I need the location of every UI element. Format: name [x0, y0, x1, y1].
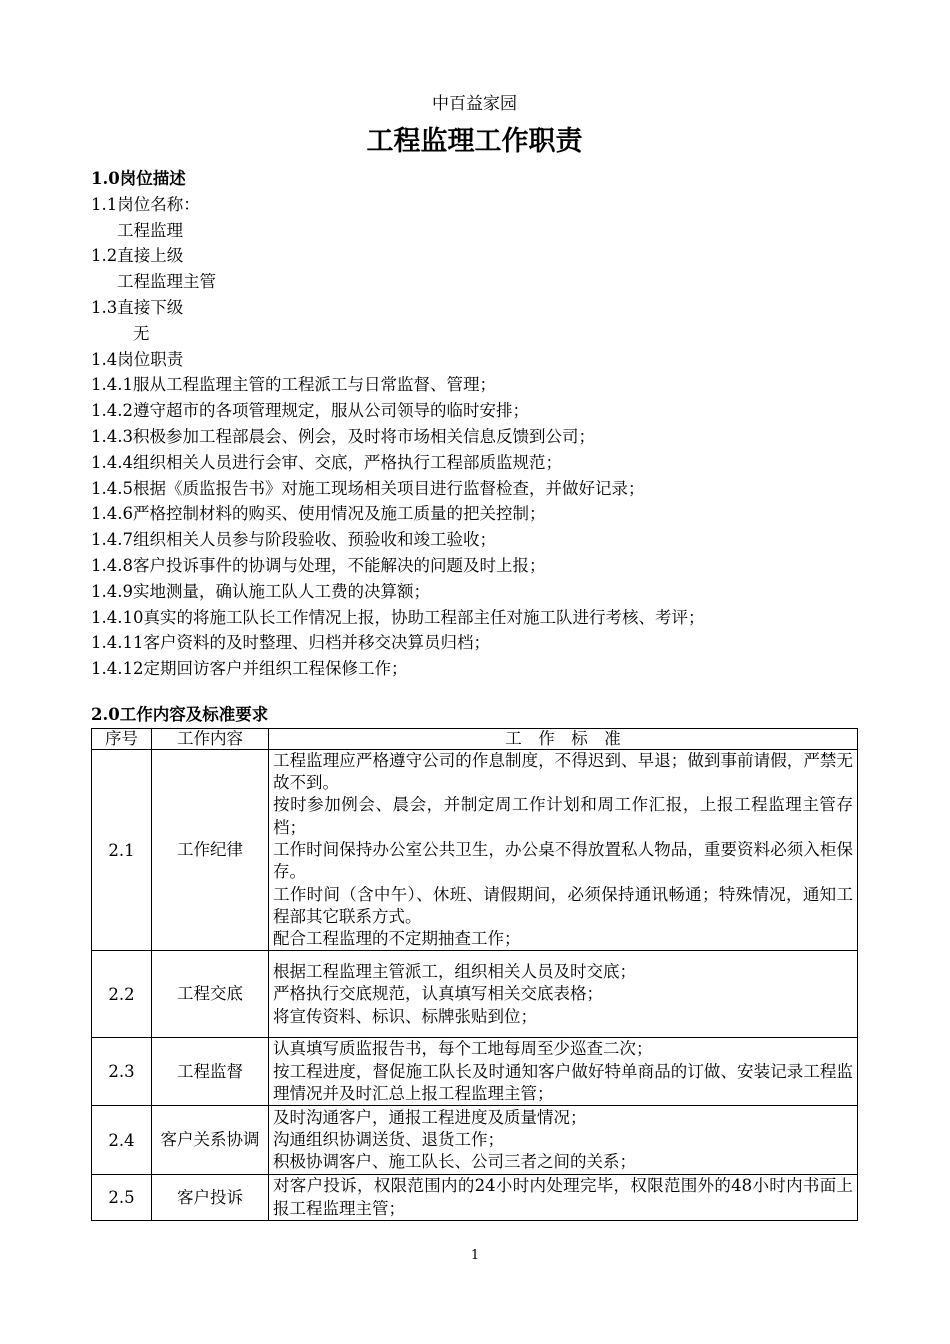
subordinate-label: 1.3直接下级 [91, 297, 184, 317]
standard-line: 对客户投诉，权限范围内的24小时内处理完毕，权限范围外的48小时内书面上报工程监理主管； [273, 1176, 853, 1218]
header-no: 序号 [92, 728, 152, 749]
standard-line: 按时参加例会、晨会，并制定周工作计划和周工作汇报，上报工程监理主管存档； [273, 795, 853, 837]
section1-heading: 1.0岗位描述 [91, 169, 186, 188]
duties-label: 1.4岗位职责 [91, 349, 184, 369]
company-name: 中百益家园 [432, 94, 517, 114]
header-content: 工作内容 [152, 728, 269, 749]
duty-item: 1.4.12定期回访客户并组织工程保修工作； [91, 659, 408, 679]
page-number: 1 [470, 1248, 480, 1263]
standard-line: 按工程进度，督促施工队长及时通知客户做好特单商品的订做、安装记录工程监理情况并及时汇总上报工程监理主管； [273, 1061, 853, 1103]
row-no: 2.4 [92, 1106, 152, 1175]
standard-line: 将宣传资料、标识、标牌张贴到位； [273, 1006, 537, 1026]
duty-item: 1.4.1服从工程监理主管的工程派工与日常监督、管理； [91, 375, 496, 395]
standard-line: 严格执行交底规范，认真填写相关交底表格； [273, 984, 603, 1004]
standard-line: 积极协调客户、施工队长、公司三者之间的关系； [273, 1152, 636, 1172]
subordinate-value: 无 [133, 323, 150, 343]
row-content: 客户投诉 [152, 1175, 269, 1221]
position-name-value: 工程监理 [117, 220, 183, 240]
row-no: 2.3 [92, 1038, 152, 1106]
standard-line: 工作时间保持办公室公共卫生，办公桌不得放置私人物品，重要资料必须入柜保存。 [273, 839, 853, 882]
table-row [92, 749, 858, 951]
duty-item: 1.4.9实地测量，确认施工队人工费的决算额； [91, 581, 430, 601]
duty-item: 1.4.2遵守超市的各项管理规定，服从公司领导的临时安排； [91, 401, 529, 421]
standard-line: 沟通组织协调送货、退货工作； [273, 1130, 504, 1150]
table-row [92, 1106, 858, 1175]
standard-line: 工作时间（含中午）、休班、请假期间，必须保持通讯畅通；特殊情况，通知工程部其它联系方式。 [273, 884, 853, 926]
row-no: 2.5 [92, 1175, 152, 1221]
duty-item: 1.4.3积极参加工程部晨会、例会，及时将市场相关信息反馈到公司； [91, 426, 595, 446]
row-content: 工程交底 [152, 951, 269, 1038]
table-header-row [92, 728, 858, 749]
standard-line: 及时沟通客户，通报工程进度及质量情况； [273, 1107, 587, 1127]
superior-value: 工程监理主管 [117, 272, 216, 292]
document-title: 工程监理工作职责 [366, 126, 583, 157]
duty-item: 1.4.8客户投诉事件的协调与处理，不能解决的问题及时上报； [91, 555, 546, 575]
duty-item: 1.4.6严格控制材料的购买、使用情况及施工质量的把关控制； [91, 504, 546, 524]
header-standard: 工 作 标 准 [269, 728, 858, 749]
table-row [92, 951, 858, 1038]
row-standards [269, 1175, 858, 1221]
duty-item: 1.4.11客户资料的及时整理、归档并移交决算员归档； [91, 633, 490, 653]
section2-heading: 2.0工作内容及标准要求 [91, 704, 269, 724]
standard-line: 认真填写质监报告书，每个工地每周至少巡查二次； [273, 1039, 653, 1059]
row-standards [269, 749, 858, 951]
position-name-label: 1.1岗位名称： [91, 194, 200, 214]
work-standards-table [91, 728, 858, 1221]
standard-line: 配合工程监理的不定期抽查工作； [273, 929, 521, 949]
standard-line: 工程监理应严格遵守公司的作息制度，不得迟到、早退；做到事前请假，严禁无故不到。 [273, 750, 853, 793]
row-content: 客户关系协调 [152, 1106, 269, 1175]
standard-line: 根据工程监理主管派工，组织相关人员及时交底； [273, 961, 636, 981]
duty-item: 1.4.5根据《质监报告书》对施工现场相关项目进行监督检查，并做好记录； [91, 478, 645, 498]
row-content: 工程监督 [152, 1038, 269, 1106]
table-row [92, 1038, 858, 1106]
row-content: 工作纪律 [152, 749, 269, 951]
duty-item: 1.4.7组织相关人员参与阶段验收、预验收和竣工验收； [91, 530, 496, 550]
row-no: 2.2 [92, 951, 152, 1038]
duty-item: 1.4.10真实的将施工队长工作情况上报，协助工程部主任对施工队进行考核、考评； [91, 607, 705, 627]
row-standards [269, 1106, 858, 1175]
row-no: 2.1 [92, 749, 152, 951]
table-row [92, 1175, 858, 1221]
duty-item: 1.4.4组织相关人员进行会审、交底，严格执行工程部质监规范； [91, 452, 562, 472]
row-standards [269, 951, 858, 1038]
superior-label: 1.2直接上级 [91, 246, 184, 266]
document-page [91, 92, 858, 1221]
row-standards [269, 1038, 858, 1106]
